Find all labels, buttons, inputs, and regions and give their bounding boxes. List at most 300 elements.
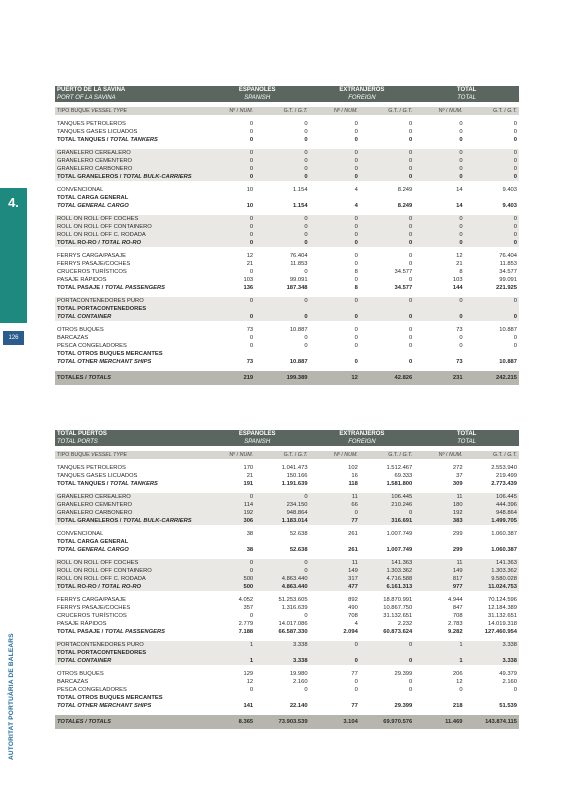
cell-value: 0 xyxy=(354,343,358,349)
cell-value: 10.887 xyxy=(289,359,308,365)
cell-value: 106.445 xyxy=(360,493,414,501)
cell-value: 10 xyxy=(246,203,254,209)
row-label xyxy=(55,472,205,480)
table-row xyxy=(55,342,519,350)
cell-value: 1.581.800 xyxy=(386,481,413,487)
cell-value: 0 xyxy=(304,687,308,693)
row-label-en: TOTAL TANKERS xyxy=(110,137,158,143)
grand-total-label xyxy=(55,371,205,385)
cell-value: 1.316.639 xyxy=(281,605,308,611)
grand-total-label xyxy=(55,715,205,729)
cell-value xyxy=(310,694,360,702)
cell-value: 0 xyxy=(205,313,255,321)
cell-value: 12 xyxy=(246,253,254,259)
cell-value: 6.161.313 xyxy=(360,583,414,591)
cell-value: 0 xyxy=(513,335,517,341)
cell-value: 0 xyxy=(513,343,517,349)
total-header-es: TOTAL xyxy=(456,431,477,437)
cell-value xyxy=(205,194,255,202)
cell-value: 0 xyxy=(354,335,358,341)
cell-value xyxy=(255,649,309,657)
cell-value: 11 xyxy=(310,559,360,567)
cell-value: 0 xyxy=(465,165,519,173)
cell-value: 0 xyxy=(360,173,414,181)
cell-value: 0 xyxy=(310,157,360,165)
table-row xyxy=(55,297,519,305)
cell-value: 8.249 xyxy=(397,187,413,193)
cell-value: 31.132.651 xyxy=(487,613,517,619)
cell-value xyxy=(310,194,360,202)
total-row xyxy=(55,313,519,321)
cell-value: 0 xyxy=(304,335,308,341)
cell-value: 0 xyxy=(310,223,360,231)
cell-value xyxy=(255,538,309,546)
gt-label-en: G.T. xyxy=(507,108,517,114)
row-label xyxy=(55,276,205,284)
cell-value: 0 xyxy=(205,493,255,501)
cell-value: 51.253.605 xyxy=(278,597,308,603)
num-label-en: NUM. xyxy=(449,108,463,114)
num-column-header xyxy=(205,107,255,115)
row-label xyxy=(55,604,205,612)
cell-value: 141.363 xyxy=(465,559,519,567)
row-label xyxy=(55,530,205,538)
publisher-label: AUTORITAT PORTUÀRIA DE BALEARS xyxy=(8,633,15,760)
cell-value: 3.338 xyxy=(255,657,309,665)
cell-value: 0 xyxy=(465,313,519,321)
table-row xyxy=(55,186,519,194)
cell-value: 0 xyxy=(465,215,519,223)
cell-value: 0 xyxy=(255,149,309,157)
cell-value xyxy=(414,194,464,202)
table-row xyxy=(55,231,519,239)
row-label xyxy=(55,239,205,247)
num-column-header xyxy=(205,451,255,459)
page-number: 126 xyxy=(3,331,24,345)
row-label-es: PORTACONTENEDORES PURO xyxy=(57,642,144,648)
spanish-header xyxy=(205,430,310,446)
cell-value: 0 xyxy=(465,173,519,181)
row-label xyxy=(55,620,205,628)
num-label-en: NUM. xyxy=(239,452,254,458)
cell-value: 4 xyxy=(354,621,358,627)
row-label-es: GRANELERO CARBONERO xyxy=(57,510,133,516)
cell-value: 0 xyxy=(360,509,414,517)
cell-value xyxy=(360,350,414,358)
total-row xyxy=(55,305,519,313)
cell-value: 0 xyxy=(360,223,414,231)
row-label xyxy=(55,583,205,591)
cell-value: 0 xyxy=(304,129,308,135)
cell-value: 149 xyxy=(310,567,360,575)
gt-column-header xyxy=(255,107,309,115)
cell-value xyxy=(360,194,414,202)
row-label-es: TANQUES GASES LICUADOS xyxy=(57,473,138,479)
num-label: Nº / xyxy=(229,452,239,458)
num-label: Nº / xyxy=(438,108,448,114)
row-label-es: PESCA CONGELADORES xyxy=(57,343,127,349)
cell-value: 221.925 xyxy=(496,285,517,291)
total-header xyxy=(414,430,519,446)
gt-label: G.T. / xyxy=(283,108,297,114)
cell-value: 0 xyxy=(360,231,414,239)
cell-value: 477 xyxy=(310,583,360,591)
cell-value: 0 xyxy=(255,215,309,223)
gt-label: G.T. / xyxy=(388,452,401,458)
row-label-es: TANQUES PETROLEROS xyxy=(57,465,126,471)
cell-value: 0 xyxy=(310,657,360,665)
table-row xyxy=(55,620,519,628)
cell-value: 1.191.639 xyxy=(281,481,308,487)
table-row xyxy=(55,509,519,517)
cell-value: 4.863.440 xyxy=(255,583,309,591)
row-label xyxy=(55,215,205,223)
cell-value: 0 xyxy=(414,223,464,231)
row-label xyxy=(55,612,205,620)
row-label-es: TOTAL TANQUES / xyxy=(57,481,111,487)
cell-value: 0 xyxy=(205,149,255,157)
grand-total-label-en: TOTALS xyxy=(88,375,112,381)
row-label-es: TOTAL PASAJE / xyxy=(57,285,105,291)
cell-value: 3.338 xyxy=(255,641,309,649)
row-label-es: TOTAL GRANELEROS / xyxy=(57,518,124,524)
row-label xyxy=(55,268,205,276)
cell-value: 9.580.028 xyxy=(465,575,519,583)
cell-value: 0 xyxy=(205,157,255,165)
spanish-header-es: ESPAÑOLES xyxy=(238,87,276,93)
cell-value: 0 xyxy=(414,165,464,173)
row-label-en: TOTAL RO-RO xyxy=(101,584,142,590)
row-label-es: GRANELERO CARBONERO xyxy=(57,166,133,172)
row-label-es: CONVENCIONAL xyxy=(57,531,104,537)
gt-column-header xyxy=(465,107,519,115)
gt-label-en: G.T. xyxy=(297,108,308,114)
total-row xyxy=(55,480,519,488)
cell-value: 0 xyxy=(409,261,413,267)
cell-value: 1.041.473 xyxy=(281,465,308,471)
cell-value: 0 xyxy=(249,269,254,275)
cell-value: 0 xyxy=(354,687,358,693)
cell-value: 51.539 xyxy=(499,703,517,709)
cell-value: 708 xyxy=(348,613,358,619)
cell-value: 49.379 xyxy=(499,671,517,677)
total-row xyxy=(55,350,519,358)
num-label-en: NUM. xyxy=(239,108,254,114)
cell-value xyxy=(205,649,255,657)
cell-value: 1.154 xyxy=(293,187,308,193)
cell-value: 10.887 xyxy=(499,359,517,365)
cell-value: 127.460.954 xyxy=(484,629,517,635)
cell-value: 0 xyxy=(310,641,360,649)
cell-value xyxy=(414,694,464,702)
table-row xyxy=(55,472,519,480)
row-label xyxy=(55,686,205,694)
cell-value: 0 xyxy=(205,559,255,567)
cell-value: 12 xyxy=(456,253,463,259)
grand-total-value: 242.215 xyxy=(465,371,519,385)
table-row xyxy=(55,223,519,231)
cell-value: 0 xyxy=(360,641,414,649)
cell-value: 0 xyxy=(310,239,360,247)
row-label xyxy=(55,641,205,649)
cell-value: 170 xyxy=(243,465,254,471)
row-label xyxy=(55,559,205,567)
cell-value: 73 xyxy=(456,359,463,365)
cell-value xyxy=(465,694,519,702)
cell-value xyxy=(205,538,255,546)
foreign-header-es: EXTRANJEROS xyxy=(339,87,385,93)
row-label-es: TOTAL OTROS BUQUES MERCANTES xyxy=(57,695,163,701)
cell-value: 2.160 xyxy=(293,679,308,685)
cell-value: 0 xyxy=(360,149,414,157)
row-label xyxy=(55,284,205,292)
cell-value: 2.094 xyxy=(343,629,358,635)
cell-value: 0 xyxy=(310,313,360,321)
row-label xyxy=(55,260,205,268)
cell-value: 0 xyxy=(354,327,358,333)
title-en: PORT OF LA SAVINA xyxy=(57,95,116,101)
row-label xyxy=(55,509,205,517)
cell-value: 31.132.651 xyxy=(383,613,413,619)
cell-value: 0 xyxy=(310,509,360,517)
header-row xyxy=(55,86,519,102)
cell-value: 8 xyxy=(459,269,463,275)
cell-value: 206 xyxy=(452,671,463,677)
cell-value: 0 xyxy=(409,253,413,259)
cell-value: 0 xyxy=(409,129,413,135)
spanish-header-en: SPANISH xyxy=(244,439,271,445)
grand-total-value: 69.970.576 xyxy=(360,715,414,729)
row-label-es: FERRYS CARGA/PASAJE xyxy=(57,253,127,259)
cell-value: 299 xyxy=(452,531,463,537)
gt-label: G.T. / xyxy=(493,108,506,114)
cell-value: 136 xyxy=(243,285,254,291)
cell-value: 0 xyxy=(360,297,414,305)
cell-value xyxy=(205,305,255,313)
total-row xyxy=(55,702,519,710)
num-label: Nº / xyxy=(438,452,448,458)
cell-value: 0 xyxy=(414,215,464,223)
cell-value: 12.184.389 xyxy=(487,605,517,611)
cell-value: 0 xyxy=(255,157,309,165)
row-label xyxy=(55,546,205,554)
cell-value: 0 xyxy=(304,269,308,275)
cell-value: 0 xyxy=(255,165,309,173)
cell-value: 0 xyxy=(304,137,308,143)
cell-value: 10 xyxy=(246,187,254,193)
cell-value: 0 xyxy=(414,239,464,247)
cell-value: 0 xyxy=(409,687,413,693)
total-row xyxy=(55,194,519,202)
cell-value: 977 xyxy=(414,583,464,591)
chapter-number: 4. xyxy=(8,195,19,210)
cell-value: 4.944 xyxy=(448,597,463,603)
cell-value: 0 xyxy=(409,137,413,143)
cell-value: 99.091 xyxy=(289,277,308,283)
cell-value: 21 xyxy=(456,261,463,267)
cell-value: 0 xyxy=(255,297,309,305)
total-header-en: TOTAL xyxy=(457,95,477,101)
cell-value: 2.160 xyxy=(502,679,517,685)
grand-total-value: 42.826 xyxy=(360,371,414,385)
cell-value: 1 xyxy=(414,657,464,665)
row-label xyxy=(55,657,205,665)
cell-value: 38 xyxy=(246,531,254,537)
row-label xyxy=(55,136,205,144)
row-label xyxy=(55,120,205,128)
cell-value: 0 xyxy=(465,239,519,247)
grand-total-value: 143.874.115 xyxy=(465,715,519,729)
row-label xyxy=(55,480,205,488)
cell-value xyxy=(310,305,360,313)
cell-value: 0 xyxy=(249,687,254,693)
cell-value: 21 xyxy=(246,473,254,479)
cell-value: 187.348 xyxy=(286,285,308,291)
row-label-en: TOTAL PASSENGERS xyxy=(104,285,166,291)
table-row xyxy=(55,276,519,284)
cell-value: 8 xyxy=(354,269,358,275)
cell-value: 52.638 xyxy=(289,547,308,553)
num-column-header xyxy=(414,451,464,459)
table-title xyxy=(55,86,205,102)
cell-value: 0 xyxy=(310,231,360,239)
vessel-type-header xyxy=(55,451,205,459)
cell-value xyxy=(360,305,414,313)
spanish-header-es: ESPAÑOLES xyxy=(238,431,276,437)
cell-value: 0 xyxy=(409,327,413,333)
table-row xyxy=(55,567,519,575)
table-row xyxy=(55,530,519,538)
cell-value: 0 xyxy=(360,157,414,165)
cell-value: 0 xyxy=(354,679,358,685)
row-label-es: CRUCEROS TURÍSTICOS xyxy=(57,269,127,275)
table-row xyxy=(55,501,519,509)
title-es: TOTAL PUERTOS xyxy=(57,431,107,437)
cell-value: 3.338 xyxy=(465,657,519,665)
title-es: PUERTO DE LA SAVINA xyxy=(57,87,126,93)
cell-value: 0 xyxy=(360,657,414,665)
table-row xyxy=(55,641,519,649)
cell-value xyxy=(414,538,464,546)
row-label-en: TOTAL OTHER MERCHANT SHIPS xyxy=(57,703,152,709)
cell-value: 37 xyxy=(456,473,463,479)
cell-value: 76.404 xyxy=(289,253,308,259)
grand-total-value: 231 xyxy=(414,371,464,385)
table-row xyxy=(55,670,519,678)
row-label xyxy=(55,628,205,636)
table-port-la-savina xyxy=(55,86,519,385)
cell-value: 0 xyxy=(465,149,519,157)
total-row xyxy=(55,173,519,181)
row-label-es: ROLL ON ROLL OFF CONTAINERO xyxy=(57,568,152,574)
cell-value: 0 xyxy=(249,343,254,349)
row-label xyxy=(55,157,205,165)
row-label-en: TOTAL GENERAL CARGO xyxy=(57,203,129,209)
cell-value: 1.007.749 xyxy=(386,547,413,553)
cell-value: 11.024.753 xyxy=(465,583,519,591)
cell-value: 0 xyxy=(354,129,358,135)
row-label xyxy=(55,567,205,575)
row-label xyxy=(55,202,205,210)
cell-value: 16 xyxy=(351,473,358,479)
row-label xyxy=(55,538,205,546)
cell-value: 490 xyxy=(348,605,358,611)
cell-value: 129 xyxy=(243,671,254,677)
row-label-es: PESCA CONGELADORES xyxy=(57,687,127,693)
num-label-en: NUM. xyxy=(449,452,463,458)
spanish-header xyxy=(205,86,310,102)
gt-column-header xyxy=(360,107,414,115)
row-label-es: CRUCEROS TURÍSTICOS xyxy=(57,613,127,619)
total-row xyxy=(55,239,519,247)
row-label-es: BARCAZAS xyxy=(57,679,89,685)
total-row xyxy=(55,657,519,665)
row-label-es: ROLL ON ROLL OFF COCHES xyxy=(57,216,139,222)
cell-value: 73 xyxy=(246,359,254,365)
cell-value: 114 xyxy=(205,501,255,509)
row-label-es: GRANELERO CEMENTERO xyxy=(57,158,133,164)
cell-value: 500 xyxy=(205,575,255,583)
total-header-en: TOTAL xyxy=(457,439,477,445)
row-label-es: OTROS BUQUES xyxy=(57,327,104,333)
cell-value: 210.246 xyxy=(360,501,414,509)
gt-label-en: G.T. xyxy=(402,452,413,458)
cell-value: 38 xyxy=(246,547,254,553)
cell-value: 948.864 xyxy=(255,509,309,517)
cell-value: 219.499 xyxy=(496,473,517,479)
cell-value: 2.783 xyxy=(448,621,463,627)
row-label xyxy=(55,649,205,657)
cell-value: 0 xyxy=(459,687,463,693)
cell-value: 0 xyxy=(249,613,254,619)
cell-value: 99.091 xyxy=(499,277,517,283)
table-row xyxy=(55,678,519,686)
row-label-es: FERRYS PASAJE/COCHES xyxy=(57,605,131,611)
cell-value xyxy=(205,350,255,358)
cell-value: 0 xyxy=(255,239,309,247)
row-label xyxy=(55,231,205,239)
cell-value: 0 xyxy=(360,239,414,247)
cell-value: 0 xyxy=(459,335,463,341)
row-label-es: ROLL ON ROLL OFF CONTAINERO xyxy=(57,224,152,230)
cell-value: 1.303.362 xyxy=(465,567,519,575)
cell-value: 0 xyxy=(465,231,519,239)
cell-value xyxy=(414,649,464,657)
row-label xyxy=(55,670,205,678)
total-row xyxy=(55,546,519,554)
grand-total-row xyxy=(55,715,519,729)
cell-value: 0 xyxy=(310,173,360,181)
cell-value: 66.587.330 xyxy=(278,629,308,635)
cell-value: 272 xyxy=(452,465,463,471)
cell-value: 0 xyxy=(205,223,255,231)
row-label xyxy=(55,305,205,313)
header-row xyxy=(55,430,519,446)
cell-value xyxy=(414,305,464,313)
grand-total-label-es: TOTALES / xyxy=(57,375,89,381)
row-label-es: TANQUES GASES LICUADOS xyxy=(57,129,138,135)
grand-total-value: 219 xyxy=(205,371,255,385)
row-label-es: ROLL ON ROLL OFF C. RODADA xyxy=(57,576,146,582)
cell-value: 0 xyxy=(310,149,360,157)
row-label-en: TOTAL TANKERS xyxy=(110,481,158,487)
grand-total-value: 3.104 xyxy=(310,715,360,729)
cell-value: 1.512.467 xyxy=(386,465,413,471)
cell-value xyxy=(310,649,360,657)
row-label-es: FERRYS PASAJE/COCHES xyxy=(57,261,131,267)
cell-value: 29.399 xyxy=(394,703,413,709)
table-row xyxy=(55,260,519,268)
